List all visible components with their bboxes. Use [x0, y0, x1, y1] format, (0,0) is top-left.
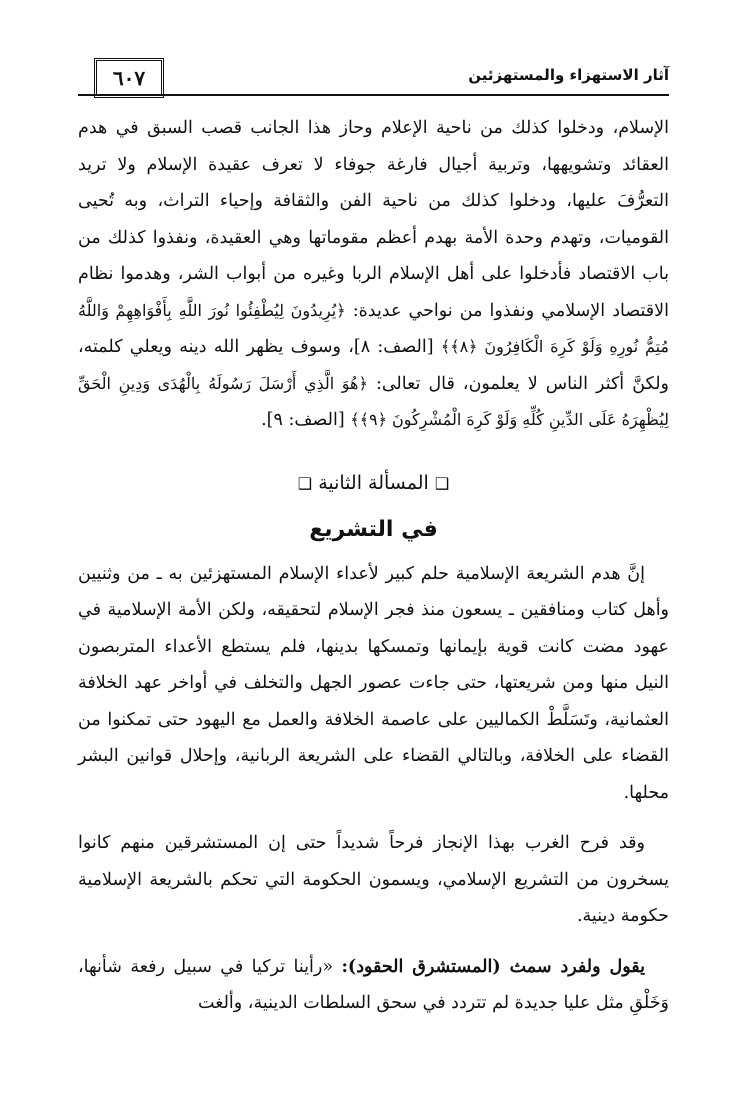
line: تُحيى القوميات، وتهدم وحدة الأمة بهدم أعظم مقوماتها وهي العقيدة، ونفذوا — [78, 191, 670, 248]
section-heading — [78, 463, 669, 504]
page-number: ٦٠٧ — [112, 66, 146, 90]
page-number-box — [94, 58, 164, 98]
line: تريد التعرُّفَ عليها، ودخلوا كذلك من ناحية الفن والثقافة وإحياء التراث، وبه — [78, 154, 669, 211]
line: القضاء على الشريعة الربانية، وإحلال قوانين البشر محلها. — [78, 746, 669, 803]
line: وهدموا نظام الاقتصاد الإسلامي ونفذوا من نواحي عديدة: — [78, 264, 670, 321]
box-icon: ❑ — [434, 473, 450, 493]
quran-verse: ﴿هُوَ الَّذِي أَرْسَلَ رَسُولَهُ — [208, 373, 368, 393]
quran-verse: بِالْهُدَى وَدِينِ الْحَقِّ لِيُظْهِرَهُ عَلَى الدِّينِ كُلِّهِ وَلَوْ كَرِهَ الْمُشْرِكُونَ ﴿٩﴾﴾ — [78, 373, 669, 429]
line: الخلافة والعمل مع اليهود حتى تمكنوا من القضاء على الخلافة، وبالتالي — [78, 709, 669, 766]
line: وثنيين وأهل كتاب ومنافقين ـ يسعون منذ فجر الإسلام لتحقيقه، ولكن الأمة — [78, 563, 670, 620]
line: وقد فرح الغرب بهذا الإنجاز فرحاً شديداً حتى إن المستشرقين منهم — [120, 833, 645, 853]
paragraph-4 — [78, 949, 669, 1022]
paragraph-3 — [78, 825, 669, 935]
paragraph-2 — [78, 556, 669, 812]
line: ويعلي كلمته، ولكنَّ أكثر الناس لا يعلمون، قال تعالى: — [78, 337, 669, 394]
section-subtitle: في التشريع — [309, 516, 438, 542]
line: الأعداء المتربصون النيل منها ومن شريعتها، حتى جاءت عصور الجهل — [78, 636, 669, 693]
line: كانوا يسخرون من التشريع الإسلامي، ويسمون الحكومة التي تحكم بالشريعة — [78, 833, 669, 890]
paragraph-1 — [78, 110, 669, 439]
line: هدم العقائد وتشويهها، وتربية أجيال فارغة جوفاء لا تعرف عقيدة الإسلام ولا — [78, 118, 669, 175]
line: والتخلف في أواخر عهد الخلافة العثمانية، وتَسَلَّطْ الكماليين على عاصمة — [78, 673, 669, 730]
line: كذلك من باب الاقتصاد فأدخلوا على أهل الإسلام الربا وغيره من أبواب الشر، — [78, 227, 669, 284]
running-title: آثار الاستهزاء والمستهزئين — [468, 66, 669, 84]
line: الإسلامية في عهود مضت كانت قوية بإيمانها وتمسكها بدينها، فلم يستطع — [78, 600, 670, 657]
page-body — [78, 110, 669, 1022]
line: شأنها، وَخَلْقِ مثل عليا جديدة لم تتردد في سحق السلطات الدينية، وألغت — [78, 956, 669, 1013]
quran-verse: بِأَفْوَاهِهِمْ وَاللَّهُ مُتِمُّ نُورِهِ وَلَوْ كَرِهَ الْكَافِرُونَ ﴿٨﴾﴾ — [78, 300, 669, 356]
page-header — [78, 58, 669, 98]
line: إنَّ هدم الشريعة الإسلامية حلم كبير لأعداء الإسلام المستهزئين به ـ من — [127, 563, 645, 584]
line: «رأينا تركيا في سبيل رفعة — [130, 956, 334, 977]
line: [الصف: ٨]، وسوف يظهر الله دينه — [179, 337, 434, 357]
header-rule — [78, 94, 669, 96]
box-icon: ❑ — [297, 473, 313, 493]
line: الإسلامية حكومة دينية. — [78, 869, 669, 926]
line: الإسلام، ودخلوا كذلك من ناحية الإعلام وحاز هذا الجانب قصب السبق في — [115, 118, 669, 138]
quran-verse: ﴿يُرِيدُونَ لِيُطْفِئُوا نُورَ اللَّهِ — [178, 300, 346, 320]
quote-attribution: يقول ولفرد سمث (المستشرق الحقود): — [341, 956, 645, 977]
section-heading-text: المسألة الثانية — [318, 471, 429, 494]
citation: [الصف: ٩]. — [261, 410, 345, 430]
